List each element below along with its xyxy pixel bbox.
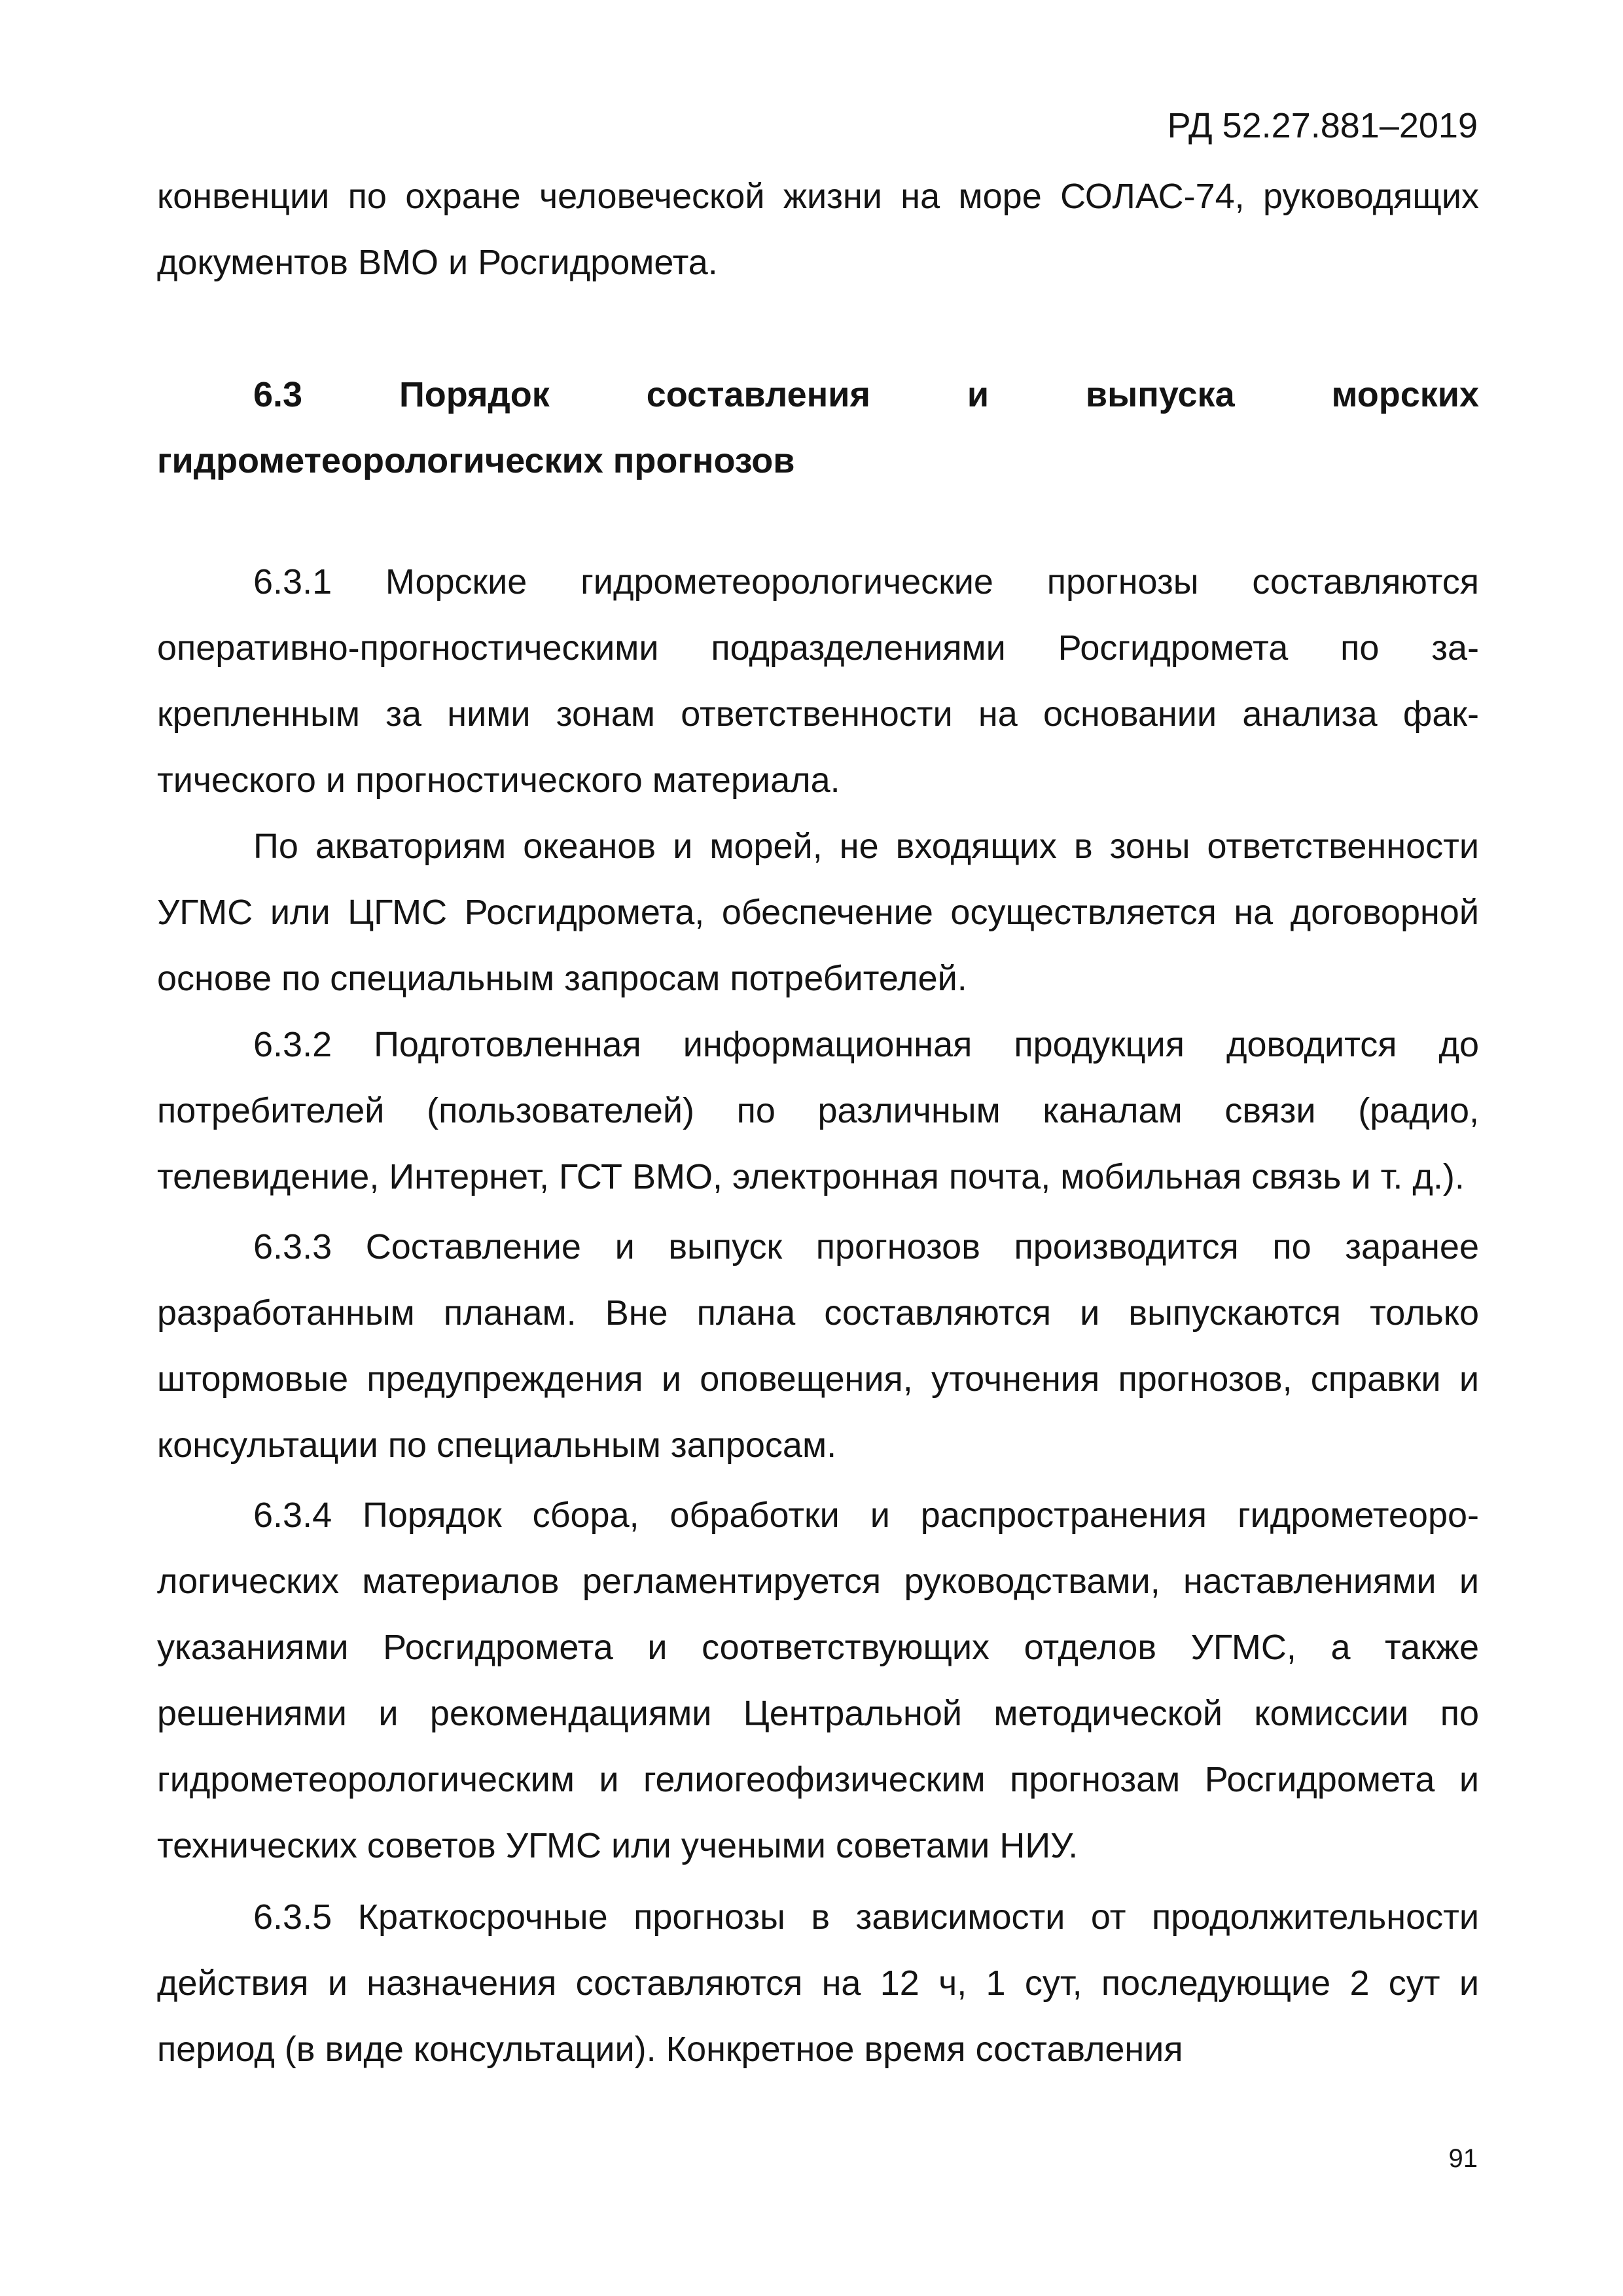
paragraph-6-3-3: 6.3.3 Составление и выпуск прогнозов производится по заранее разработанным планам. Вне плана составляются и выпускаются только штормовые предупреждения и оповещения, уточнения прогнозов, справки и консультации по специальным запросам. (157, 1227, 1479, 1465)
intro-paragraph: конвенции по охране человеческой жизни на море СОЛАС-74, руководящих документов ВМО и Росгидромета. (157, 177, 1479, 282)
paragraph-water-areas: По акваториям океанов и морей, не входящих в зоны ответственности УГМС или ЦГМС Росгидромета, обеспечение осуществляется на договорной основе по специальным запросам потребителей. (157, 827, 1479, 998)
section-heading-line2: гидрометеорологических прогнозов (157, 441, 795, 480)
section-heading-line1 (157, 362, 1479, 428)
document-code: РД 52.27.881–2019 (1167, 106, 1478, 145)
intro-block (157, 164, 1479, 296)
section-title-word: морских (1331, 375, 1479, 414)
paragraph-6-3-4: 6.3.4 Порядок сбора, обработки и распространения гидрометеорологических материалов регламентируется руководствами, наставлениями и указаниями Росгидромета и соответствующих отделов УГМС, а также решениями и рекомендациями Центральной методической комиссии по гидрометеорологическим и гелиогеофизическим прогнозам Росгидромета и технических советов УГМС или учеными советами НИУ. (157, 1496, 1479, 1865)
section-heading (157, 362, 1479, 494)
section-title-word: и (967, 375, 990, 414)
section-number: 6.3 (253, 375, 303, 414)
paragraph-6-3-5: 6.3.5 Краткосрочные прогнозы в зависимости от продолжительности действия и назначения составляются на 12 ч, 1 сут, последующие 2 сут и период (в виде консультации). Конкретное время составления (157, 1897, 1479, 2069)
section-title-word: составления (646, 375, 870, 414)
paragraph-6-3-1: 6.3.1 Морские гидрометеорологические прогнозы составляются оперативно-прогностическими подразделениями Росгидромета по закрепленным за ними зонам ответственности на основании анализа фактического и прогностического материала. (157, 562, 1479, 800)
section-title-word: выпуска (1085, 375, 1235, 414)
paragraph-6-3-2: 6.3.2 Подготовленная информационная продукция доводится до потребителей (пользователей) по различным каналам связи (радио, телевидение, Интернет, ГСТ ВМО, электронная почта, мобильная связь и т. д.). (157, 1025, 1479, 1196)
section-title-word: Порядок (399, 375, 550, 414)
page-number: 91 (1448, 2144, 1478, 2173)
section-body (157, 549, 1479, 2083)
